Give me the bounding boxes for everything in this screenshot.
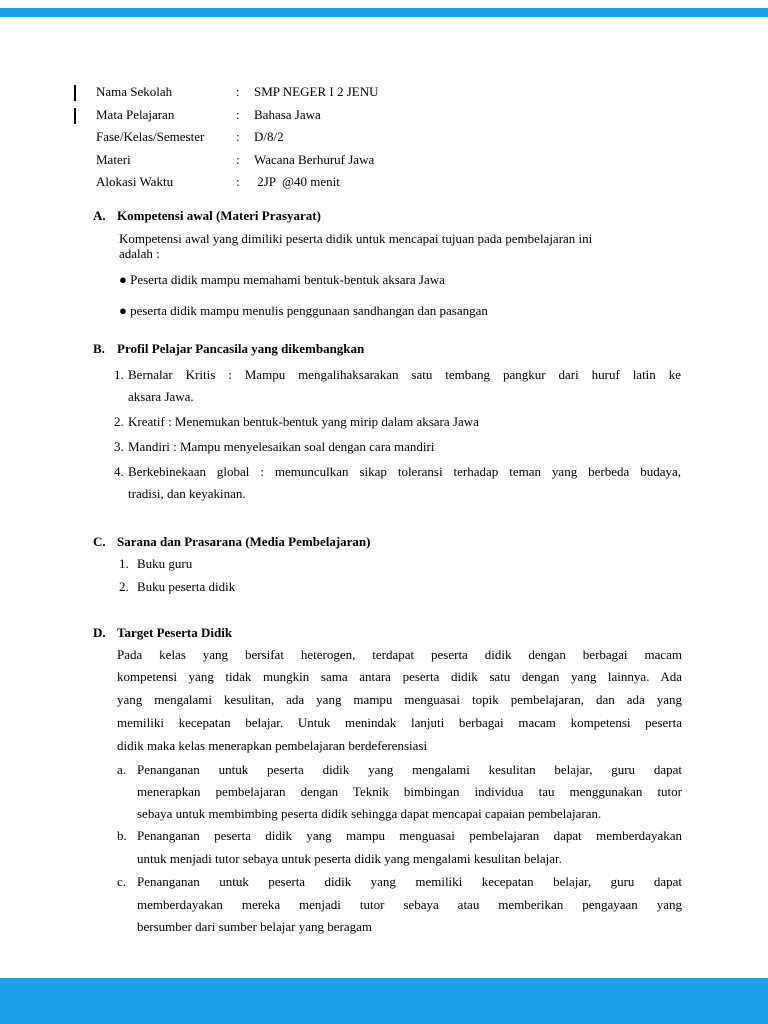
info-label: Mata Pelajaran bbox=[96, 106, 175, 122]
section-title: Sarana dan Prasarana (Media Pembelajaran) bbox=[117, 534, 371, 549]
list-item-line: aksara Jawa. bbox=[128, 389, 194, 404]
margin-mark-1 bbox=[74, 85, 76, 101]
list-item-line: Penanganan untuk peserta didik yang mengalami kesulitan belajar, guru dapat bbox=[137, 762, 682, 777]
list-number: 4. bbox=[114, 464, 124, 479]
top-accent-bar bbox=[0, 8, 768, 17]
info-colon: : bbox=[236, 174, 240, 190]
list-number: 1. bbox=[119, 556, 129, 571]
list-item-line: bersumber dari sumber belajar yang beragam bbox=[137, 919, 372, 934]
list-letter: a. bbox=[117, 762, 127, 777]
list-number: 2. bbox=[114, 414, 124, 429]
info-label: Nama Sekolah bbox=[96, 84, 173, 99]
list-item-line: untuk menjadi tutor sebaya untuk peserta didik yang mengalami kesulitan belajar. bbox=[137, 851, 562, 866]
list-item-line: Penanganan peserta didik yang mampu menguasai pembelajaran dapat memberdayakan bbox=[137, 828, 682, 843]
section-title: Profil Pelajar Pancasila yang dikembangkan bbox=[117, 341, 365, 356]
info-value: D/8/2 bbox=[254, 129, 284, 145]
section-letter: C. bbox=[93, 534, 106, 549]
paragraph-line: Pada kelas yang bersifat heterogen, terdapat peserta didik dengan berbagai macam bbox=[117, 647, 682, 662]
info-label: Materi bbox=[96, 151, 131, 167]
info-colon: : bbox=[236, 129, 240, 145]
section-letter: D. bbox=[93, 625, 106, 640]
list-letter: b. bbox=[117, 828, 127, 843]
section-letter: B. bbox=[93, 341, 105, 356]
list-number: 2. bbox=[119, 579, 129, 594]
info-value: 2JP @40 menit bbox=[254, 174, 340, 190]
list-item-line: Bernalar Kritis : Mampu mengalihaksarakan satu tembang pangkur dari huruf latin ke bbox=[128, 367, 681, 382]
list-number: 1. bbox=[114, 367, 124, 382]
info-label: Alokasi Waktu bbox=[96, 174, 174, 190]
bottom-accent-bar bbox=[0, 978, 768, 1024]
paragraph-line: kompetensi yang tidak mungkin sama antara peserta didik satu dengan yang lainnya. Ada bbox=[117, 669, 682, 684]
list-number: 3. bbox=[114, 439, 124, 454]
list-item-line: Penanganan untuk peserta didik yang memiliki kecepatan belajar, guru dapat bbox=[137, 874, 682, 889]
info-colon: : bbox=[236, 84, 240, 99]
info-label: Fase/Kelas/Semester bbox=[96, 129, 205, 145]
list-letter: c. bbox=[117, 874, 127, 889]
paragraph-line: yang mengalami kesulitan, ada yang mampu menguasai topik pembelajaran, dan ada yang bbox=[117, 692, 682, 707]
bullet-item: ● Peserta didik mampu memahami bentuk-bentuk aksara Jawa bbox=[119, 272, 445, 287]
info-colon: : bbox=[236, 106, 240, 122]
margin-mark-2 bbox=[74, 108, 76, 124]
list-item-line: Kreatif : Menemukan bentuk-bentuk yang mirip dalam aksara Jawa bbox=[128, 414, 479, 429]
info-colon: : bbox=[236, 151, 240, 167]
bullet-item: ● peserta didik mampu menulis penggunaan sandhangan dan pasangan bbox=[119, 303, 488, 318]
list-item-line: Buku peserta didik bbox=[137, 579, 236, 594]
paragraph-line: memiliki kecepatan belajar. Untuk menindak lanjuti berbagai macam kompetensi peserta bbox=[117, 715, 682, 730]
info-value: Bahasa Jawa bbox=[254, 106, 321, 122]
list-item-line: Buku guru bbox=[137, 556, 193, 571]
section-letter: A. bbox=[93, 208, 106, 223]
list-item-line: menerapkan pembelajaran dengan Teknik bimbingan individua tau menggunakan tutor bbox=[137, 784, 682, 799]
list-item-line: sebaya untuk membimbing peserta didik sehingga dapat mencapai capaian pembelajaran. bbox=[137, 806, 602, 821]
list-item-line: Berkebinekaan global : memunculkan sikap toleransi terhadap teman yang berbeda budaya, bbox=[128, 464, 681, 479]
section-title: Target Peserta Didik bbox=[117, 625, 233, 640]
paragraph-line: didik maka kelas menerapkan pembelajaran berdeferensiasi bbox=[117, 738, 428, 753]
info-value: SMP NEGER I 2 JENU bbox=[254, 84, 379, 99]
list-item-line: Mandiri : Mampu menyelesaikan soal dengan cara mandiri bbox=[128, 439, 435, 454]
section-title: Kompetensi awal (Materi Prasyarat) bbox=[117, 208, 321, 223]
info-value: Wacana Berhuruf Jawa bbox=[254, 151, 375, 167]
list-item-line: memberdayakan mereka menjadi tutor sebaya atau memberikan pengayaan yang bbox=[137, 897, 682, 912]
list-item-line: tradisi, dan keyakinan. bbox=[128, 486, 246, 501]
paragraph-line: adalah : bbox=[119, 246, 160, 261]
paragraph-line: Kompetensi awal yang dimiliki peserta didik untuk mencapai tujuan pada pembelajaran ini bbox=[119, 231, 593, 246]
